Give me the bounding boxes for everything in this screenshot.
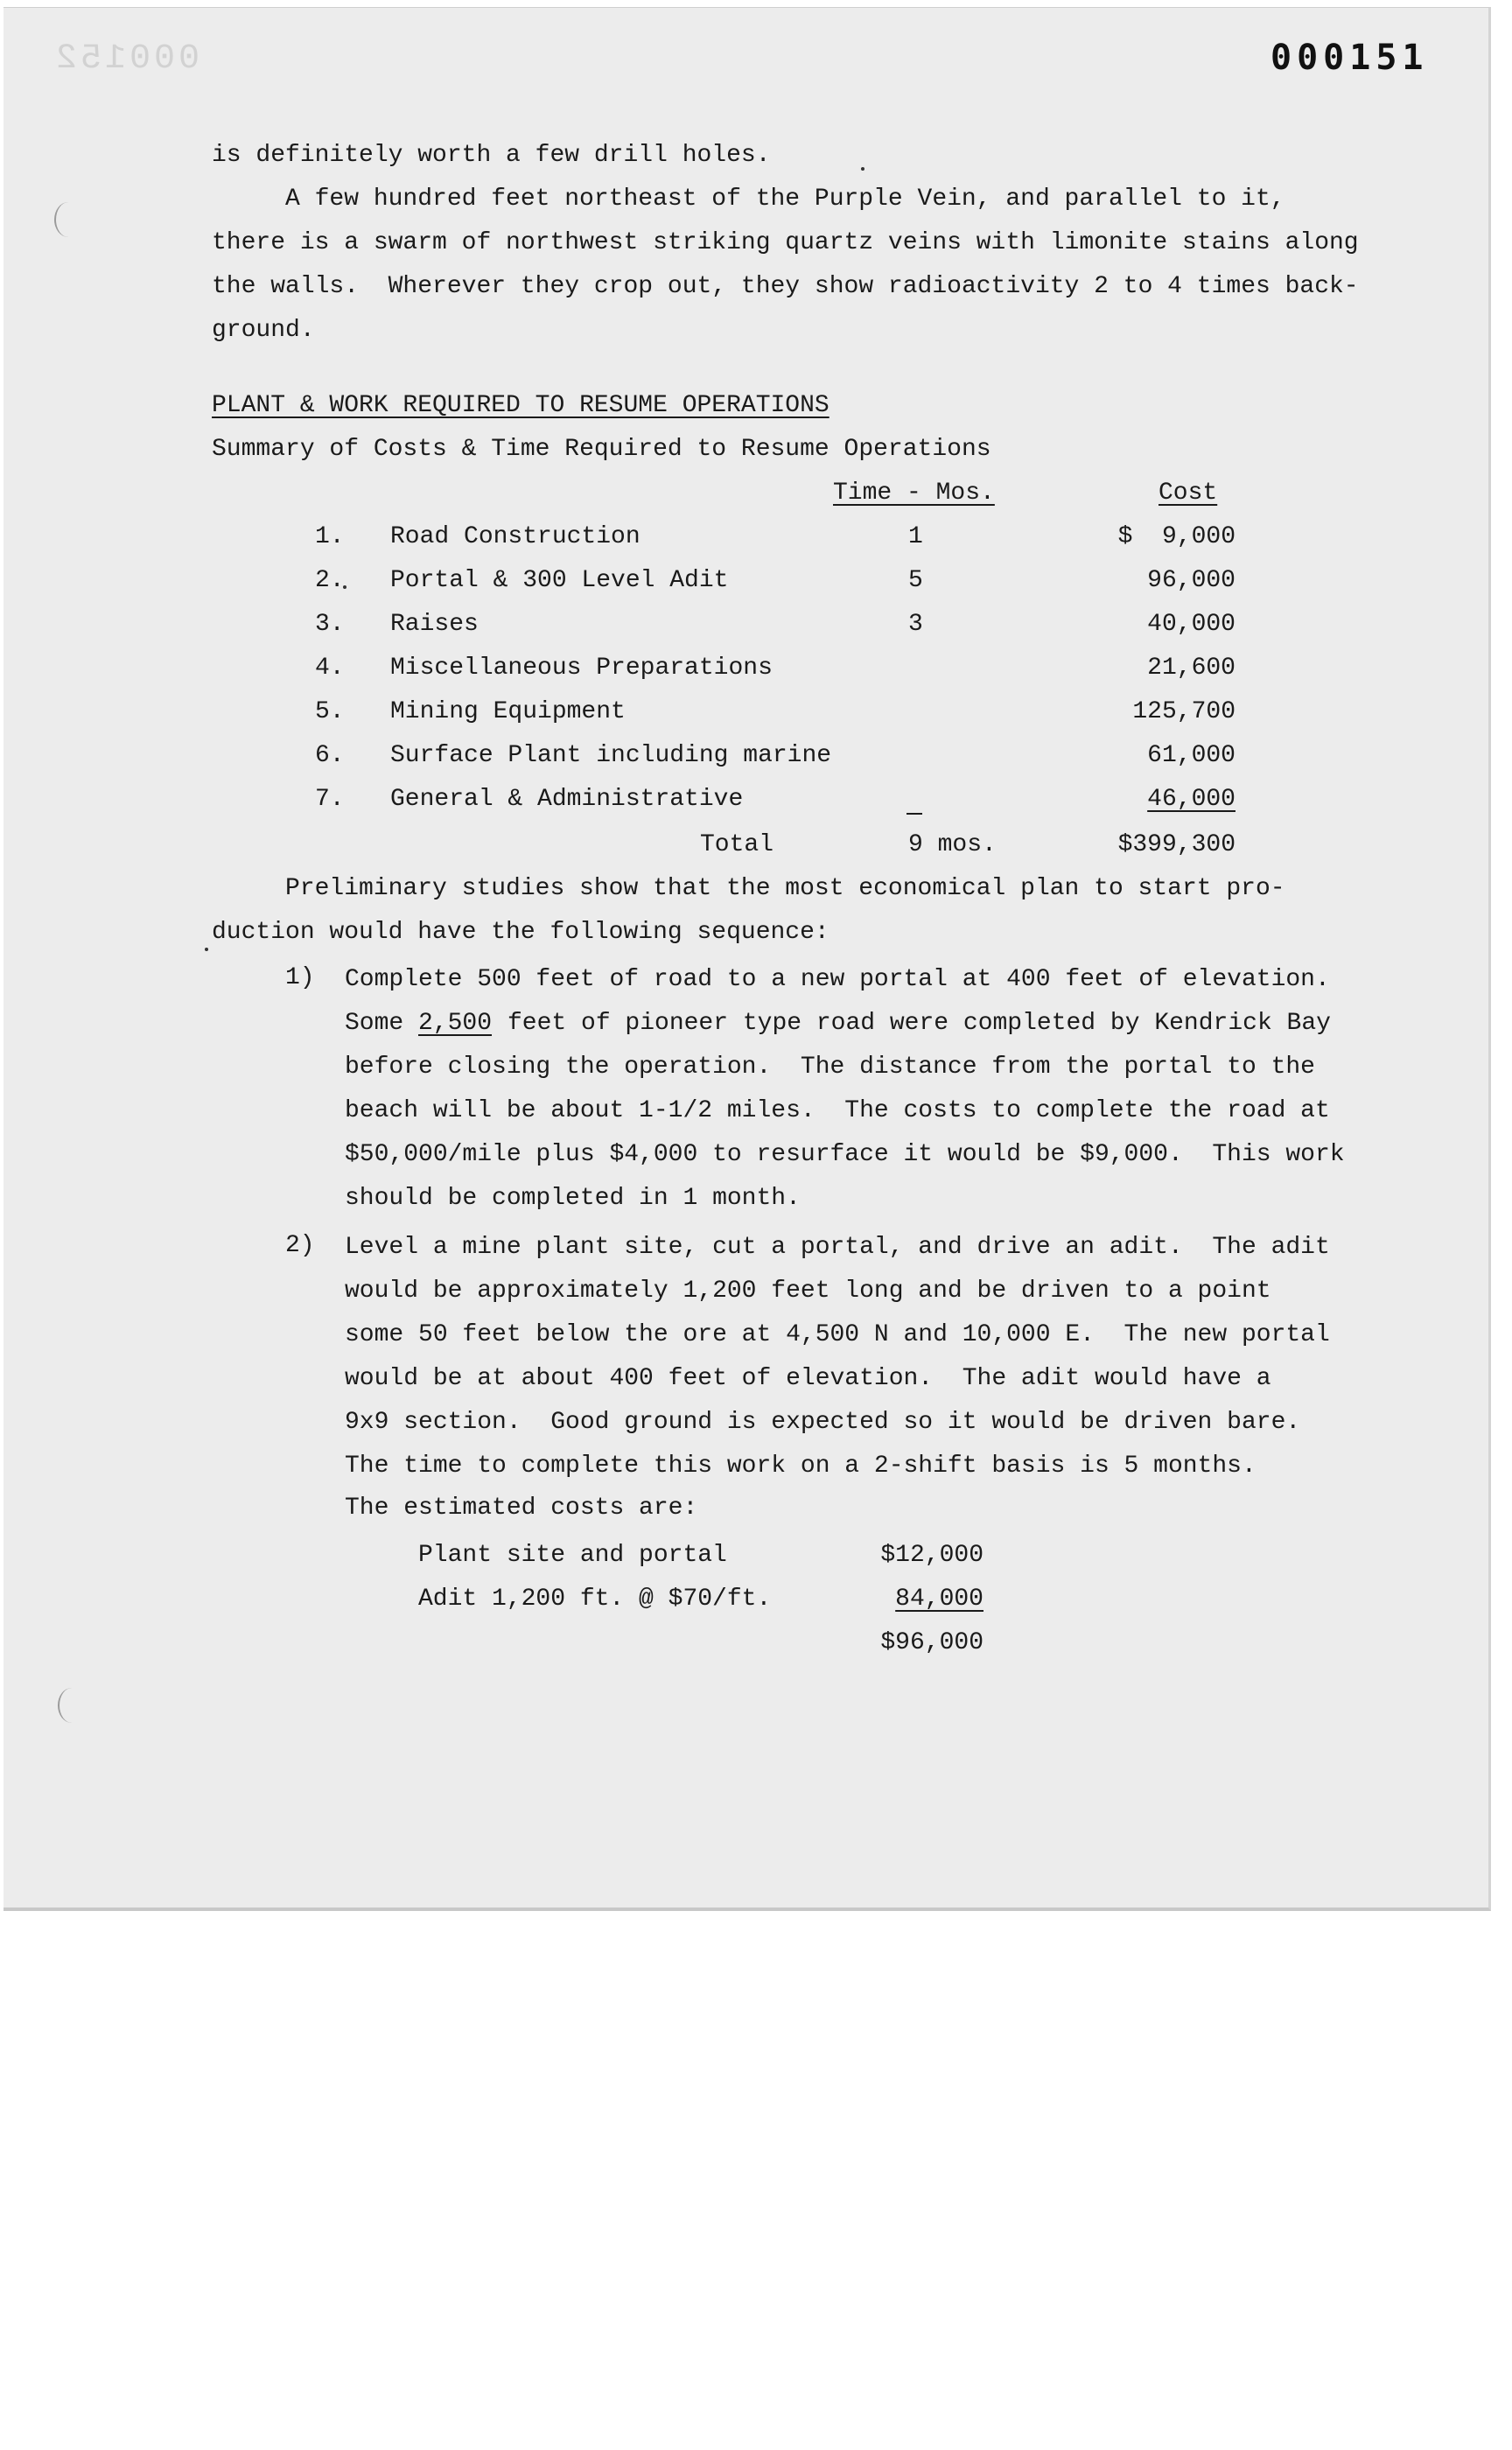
step-line: Level a mine plant site, cut a portal, and drive an adit. The adit	[345, 1234, 1330, 1261]
row-item: Portal & 300 Level Adit	[390, 567, 729, 594]
step-number: 2)	[285, 1232, 315, 1259]
row-number: 5.	[315, 698, 345, 725]
row-number: 3.	[315, 611, 345, 638]
row-number: 2.	[315, 567, 345, 594]
page-number: 000151	[1270, 38, 1429, 78]
paragraph-line: Preliminary studies show that the most economical plan to start pro-	[285, 875, 1285, 902]
row-cost: $ 9,000	[1117, 523, 1236, 550]
row-time: 5	[908, 567, 923, 594]
paragraph-line: A few hundred feet northeast of the Purple Vein, and parallel to it,	[285, 186, 1285, 213]
time-column-dash	[906, 813, 922, 815]
row-item: Road Construction	[390, 523, 640, 550]
step-line: Complete 500 feet of road to a new portal at 400 feet of elevation.	[345, 966, 1330, 993]
breakdown-total: $96,000	[880, 1629, 984, 1656]
step-line-underlined-value: 2,500	[418, 1010, 493, 1037]
step-line: feet of pioneer type road were completed by Kendrick Bay	[508, 1010, 1331, 1037]
row-item: Raises	[390, 611, 479, 638]
column-header-time: Time - Mos.	[833, 480, 995, 507]
row-time: 3	[908, 611, 923, 638]
step-line: The time to complete this work on a 2-shift basis is 5 months.	[345, 1452, 1256, 1480]
total-label: Total	[700, 831, 774, 858]
breakdown-label: Plant site and portal	[418, 1542, 727, 1569]
step-number: 1)	[285, 964, 315, 991]
step-line-some: Some	[345, 1010, 404, 1037]
paragraph-line: ground.	[212, 317, 315, 344]
step-line: $50,000/mile plus $4,000 to resurface it would be $9,000. This work	[345, 1141, 1345, 1168]
row-item: Surface Plant including marine	[390, 742, 832, 769]
total-cost: $399,300	[1117, 831, 1236, 858]
step-line: The estimated costs are:	[345, 1494, 698, 1522]
scan-mark-top	[54, 202, 82, 237]
row-cost: 46,000	[1147, 786, 1236, 813]
breakdown-amount: 84,000	[895, 1586, 984, 1613]
breakdown-label: Adit 1,200 ft. @ $70/ft.	[418, 1586, 772, 1613]
intro-line: is definitely worth a few drill holes.	[212, 142, 771, 169]
row-cost: 21,600	[1147, 654, 1236, 682]
step-line: some 50 feet below the ore at 4,500 N and 10,000 E. The new portal	[345, 1321, 1330, 1348]
row-number: 6.	[315, 742, 345, 769]
row-cost: 40,000	[1147, 611, 1236, 638]
bleed-through-page-number: 000152	[52, 39, 200, 79]
paragraph-line: the walls. Wherever they crop out, they show radioactivity 2 to 4 times back-	[212, 273, 1359, 300]
row-item: Mining Equipment	[390, 698, 626, 725]
section-heading: PLANT & WORK REQUIRED TO RESUME OPERATIONS	[212, 392, 830, 419]
paragraph-line: duction would have the following sequence:	[212, 919, 830, 946]
speck	[205, 948, 208, 951]
scan-mark-bottom	[58, 1688, 86, 1723]
step-line: before closing the operation. The distance from the portal to the	[345, 1054, 1315, 1081]
row-cost: 96,000	[1147, 567, 1236, 594]
total-time: 9 mos.	[908, 831, 997, 858]
row-number: 1.	[315, 523, 345, 550]
step-line: 9x9 section. Good ground is expected so it would be driven bare.	[345, 1409, 1301, 1436]
row-number: 7.	[315, 786, 345, 813]
section-subheading: Summary of Costs & Time Required to Resume Operations	[212, 436, 991, 463]
paragraph-line: there is a swarm of northwest striking quartz veins with limonite stains along	[212, 229, 1359, 256]
row-cost: 61,000	[1147, 742, 1236, 769]
step-line: beach will be about 1-1/2 miles. The costs to complete the road at	[345, 1097, 1330, 1124]
scanned-page	[4, 7, 1491, 1911]
row-cost: 125,700	[1132, 698, 1236, 725]
row-item: Miscellaneous Preparations	[390, 654, 773, 682]
step-line: would be at about 400 feet of elevation. The adit would have a	[345, 1365, 1271, 1392]
step-line: should be completed in 1 month.	[345, 1185, 801, 1212]
step-line: would be approximately 1,200 feet long and be driven to a point	[345, 1278, 1271, 1305]
row-number: 4.	[315, 654, 345, 682]
breakdown-amount: $12,000	[880, 1542, 984, 1569]
column-header-cost: Cost	[1158, 480, 1218, 507]
row-item: General & Administrative	[390, 786, 744, 813]
speck	[861, 167, 864, 171]
row-time: 1	[908, 523, 923, 550]
